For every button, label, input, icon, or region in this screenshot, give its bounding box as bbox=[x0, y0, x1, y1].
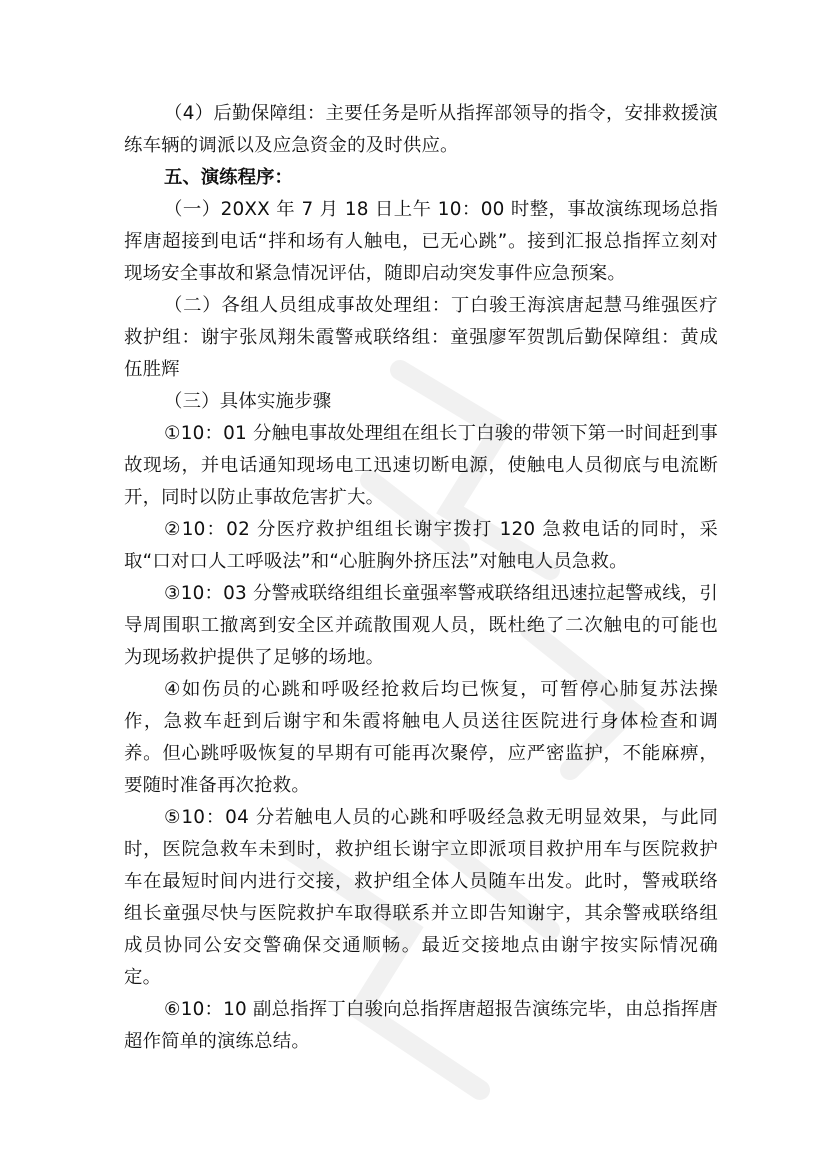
paragraph-logistics-group: （4）后勤保障组：主要任务是听从指挥部领导的指令，安排救援演练车辆的调派以及应急资金的及时供应。 bbox=[124, 103, 718, 156]
paragraph-step-4: ④如伤员的心跳和呼吸经抢救后均已恢复，可暂停心肺复苏法操作，急救车赶到后谢宇和朱霞将触电人员送往医院进行身体检查和调养。但心跳呼吸恢复的早期有可能再次聚停，应严密监护，不能麻痹，要随时准备再次抢救。 bbox=[124, 679, 718, 796]
paragraph-step-6: ⑥10：10 副总指挥丁白骏向总指挥唐超报告演练完毕，由总指挥唐超作简单的演练总结。 bbox=[124, 999, 718, 1052]
section-heading-drill-procedure: 五、演练程序： bbox=[164, 167, 293, 188]
document-body bbox=[124, 98, 718, 1058]
paragraph-procedure-two: （二）各组人员组成事故处理组：丁白骏王海滨唐起慧马维强医疗救护组：谢宇张凤翔朱霞警戒联络组：童强廖军贺凯后勤保障组：黄成伍胜辉 bbox=[124, 295, 718, 380]
paragraph-step-2: ②10：02 分医疗救护组组长谢宇拨打 120 急救电话的同时，采取“口对口人工呼吸法”和“心脏胸外挤压法”对触电人员急救。 bbox=[124, 519, 718, 572]
paragraph-procedure-three-title: （三）具体实施步骤 bbox=[164, 391, 332, 412]
paragraph-step-5: ⑤10：04 分若触电人员的心跳和呼吸经急救无明显效果，与此同时，医院急救车未到时，救护组长谢宇立即派项目救护用车与医院救护车在最短时间内进行交接，救护组全体人员随车出发。此时，警戒联络组长童强尽快与医院救护车取得联系并立即告知谢宇，其余警戒联络组成员协同公安交警确保交通顺畅。最近交接地点由谢宇按实际情况确定。 bbox=[124, 807, 718, 988]
paragraph-step-3: ③10：03 分警戒联络组组长童强率警戒联络组迅速拉起警戒线，引导周围职工撤离到安全区并疏散围观人员，既杜绝了二次触电的可能也为现场救护提供了足够的场地。 bbox=[124, 583, 718, 668]
paragraph-procedure-one: （一）20XX 年 7 月 18 日上午 10：00 时整，事故演练现场总指挥唐超接到电话“拌和场有人触电，已无心跳”。接到汇报总指挥立刻对现场安全事故和紧急情况评估，随即启动突发事件应急预案。 bbox=[124, 199, 718, 284]
paragraph-step-1: ①10：01 分触电事故处理组在组长丁白骏的带领下第一时间赶到事故现场，并电话通知现场电工迅速切断电源，使触电人员彻底与电流断开，同时以防止事故危害扩大。 bbox=[124, 423, 718, 508]
